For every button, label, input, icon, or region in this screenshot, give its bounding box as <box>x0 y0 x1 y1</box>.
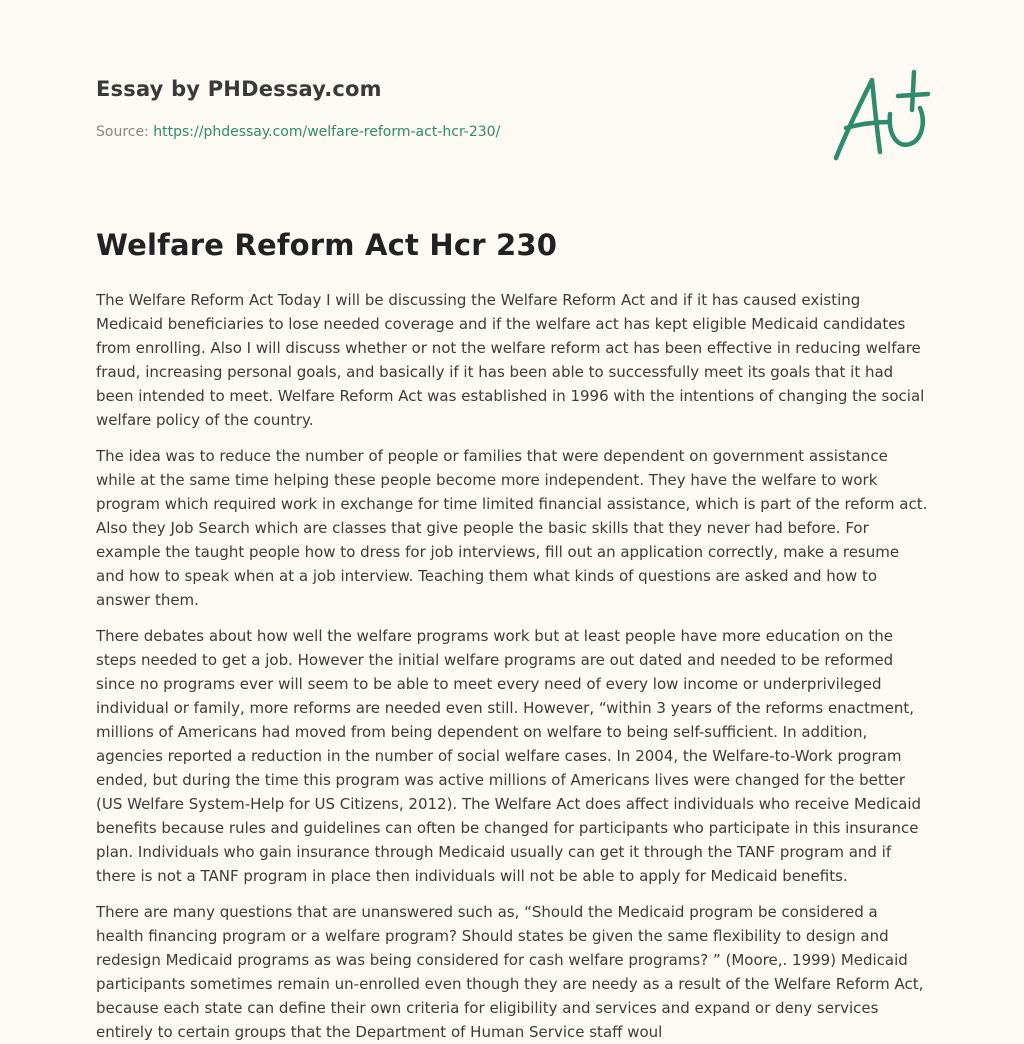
essay-paragraph: There are many questions that are unanswered such as, “Should the Medicaid program be considered a health financing program or a welfare program? Should states be given the same flexibility to design and redesign Medicaid programs as was being considered for cash welfare programs? ” (Moore,. 1999) Medicaid participants sometimes remain un-enrolled even though they are needy as a result of the Welfare Reform Act, because each state can define their own criteria for eligibility and services and expand or deny services entirely to certain groups that the Department of Human Service staff woul <box>96 903 924 1041</box>
essay-body <box>96 288 928 1044</box>
source-link[interactable]: https://phdessay.com/welfare-reform-act-hcr-230/ <box>153 124 501 140</box>
essay-paragraph: There debates about how well the welfare programs work but at least people have more education on the steps needed to get a job. However the initial welfare programs are out dated and needed to be reformed since no programs ever will seem to be able to meet every need of every low income or underprivileged individual or family, more reforms are needed even still. However, “within 3 years of the reforms enactment, millions of Americans had moved from being dependent on welfare to being self-sufficient. In addition, agencies reported a reduction in the number of social welfare cases. In 2004, the Welfare-to-Work program ended, but during the time this program was active millions of Americans lives were changed for the better (US Welfare System-Help for US Citizens, 2012). The Welfare Act does affect individuals who receive Medicaid benefits because rules and guidelines can often be changed for participants who participate in this insurance plan. Individuals who gain insurance through Medicaid usually can get it through the TANF program and if there is not a TANF program in place then individuals will not be able to apply for Medicaid benefits. <box>96 627 922 885</box>
essay-paragraph: The Welfare Reform Act Today I will be discussing the Welfare Reform Act and if it has caused existing Medicaid beneficiaries to lose needed coverage and if the welfare act has kept eligible Medicaid candidates from enrolling. Also I will discuss whether or not the welfare reform act has been effective in reducing welfare fraud, increasing personal goals, and basically if it has been able to successfully meet its goals that it had been intended to meet. Welfare Reform Act was established in 1996 with the intentions of changing the social welfare policy of the country. <box>96 291 925 429</box>
page-header <box>96 0 928 190</box>
brand-title: Essay by PHDessay.com <box>96 77 382 101</box>
essay-paragraph: The idea was to reduce the number of people or families that were dependent on government assistance while at the same time helping these people become more independent. They have the welfare to work program which required work in exchange for time limited financial assistance, which is part of the reform act. Also they Job Search which are classes that give people the basic skills that they never had before. For example the taught people how to dress for job interviews, fill out an application correctly, make a resume and how to speak when at a job interview. Teaching them what kinds of questions are asked and how to answer them. <box>96 447 928 609</box>
a-plus-logo-icon <box>828 66 932 166</box>
source-label: Source: <box>96 124 154 140</box>
source-line <box>96 124 500 140</box>
essay-title: Welfare Reform Act Hcr 230 <box>96 228 558 262</box>
